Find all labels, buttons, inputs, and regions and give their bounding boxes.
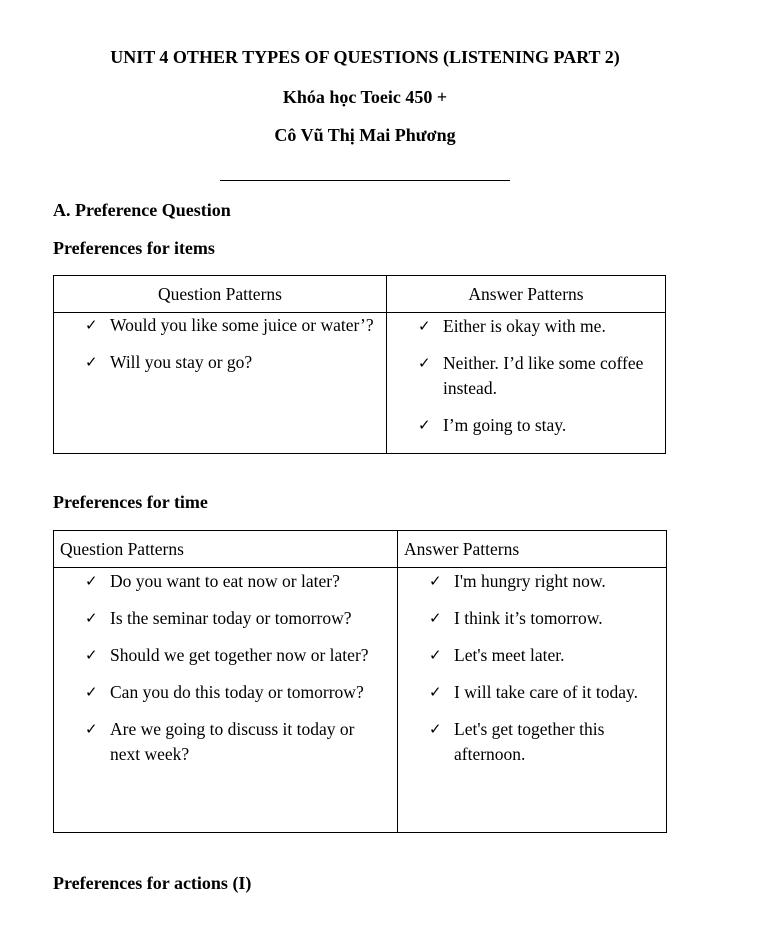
answer-patterns-header: Answer Patterns: [398, 531, 667, 568]
list-item: [429, 606, 655, 631]
teacher-name: Cô Vũ Thị Mai Phương: [274, 125, 456, 145]
list-item-text: Will you stay or go?: [110, 352, 253, 372]
items-heading: Preferences for items: [53, 238, 215, 258]
list-item: [429, 643, 655, 668]
list-item-text: I will take care of it today.: [454, 682, 638, 702]
answer-list: [399, 569, 665, 767]
actions-heading: Preferences for actions (I): [53, 873, 252, 893]
table-row: [54, 313, 666, 454]
items-table: [53, 275, 666, 454]
question-list: [55, 313, 385, 375]
list-item-text: I'm hungry right now.: [454, 571, 606, 591]
checkmark-icon: ✓: [85, 720, 98, 738]
answer-cell: [387, 313, 666, 454]
list-item: [85, 643, 386, 668]
list-item-text: I think it’s tomorrow.: [454, 608, 603, 628]
list-item-text: Should we get together now or later?: [110, 645, 369, 665]
list-item-text: I’m going to stay.: [443, 415, 567, 435]
checkmark-icon: ✓: [429, 572, 442, 590]
question-cell: [54, 313, 387, 454]
list-item: [418, 413, 654, 438]
checkmark-icon: ✓: [429, 646, 442, 664]
list-item: [85, 717, 386, 767]
time-table: [53, 530, 667, 833]
table-header-row: [54, 276, 666, 313]
checkmark-icon: ✓: [85, 609, 98, 627]
list-item: [418, 351, 654, 401]
checkmark-icon: ✓: [85, 572, 98, 590]
list-item: [85, 606, 386, 631]
answer-patterns-header: Answer Patterns: [387, 276, 666, 313]
document-title: UNIT 4 OTHER TYPES OF QUESTIONS (LISTENING PART 2): [110, 47, 620, 67]
table-row: [54, 568, 667, 833]
list-item: [85, 680, 386, 705]
table-header-row: [54, 531, 667, 568]
question-list: [55, 569, 396, 767]
checkmark-icon: ✓: [418, 317, 431, 335]
answer-cell: [398, 568, 667, 833]
question-patterns-header: Question Patterns: [54, 531, 398, 568]
checkmark-icon: ✓: [418, 416, 431, 434]
list-item: [429, 717, 655, 767]
list-item: [418, 314, 654, 339]
checkmark-icon: ✓: [418, 354, 431, 372]
list-item: [429, 569, 655, 594]
list-item: [85, 350, 375, 375]
list-item-text: Let's meet later.: [454, 645, 565, 665]
list-item-text: Are we going to discuss it today or next week?: [110, 719, 355, 764]
list-item: [429, 680, 655, 705]
checkmark-icon: ✓: [85, 353, 98, 371]
time-heading: Preferences for time: [53, 492, 208, 512]
list-item: [85, 313, 375, 338]
checkmark-icon: ✓: [85, 646, 98, 664]
list-item-text: Let's get together this afternoon.: [454, 719, 605, 764]
list-item-text: Do you want to eat now or later?: [110, 571, 340, 591]
list-item-text: Would you like some juice or water’?: [110, 315, 374, 335]
list-item-text: Either is okay with me.: [443, 316, 606, 336]
section-a-heading: A. Preference Question: [53, 200, 231, 220]
header-divider: [220, 180, 510, 181]
checkmark-icon: ✓: [429, 720, 442, 738]
question-cell: [54, 568, 398, 833]
course-name: Khóa học Toeic 450 +: [282, 87, 448, 107]
list-item-text: Is the seminar today or tomorrow?: [110, 608, 352, 628]
checkmark-icon: ✓: [85, 683, 98, 701]
checkmark-icon: ✓: [429, 609, 442, 627]
question-patterns-header: Question Patterns: [54, 276, 387, 313]
checkmark-icon: ✓: [429, 683, 442, 701]
list-item-text: Can you do this today or tomorrow?: [110, 682, 364, 702]
answer-list: [388, 314, 664, 438]
list-item: [85, 569, 386, 594]
list-item-text: Neither. I’d like some coffee instead.: [443, 353, 644, 398]
checkmark-icon: ✓: [85, 316, 98, 334]
